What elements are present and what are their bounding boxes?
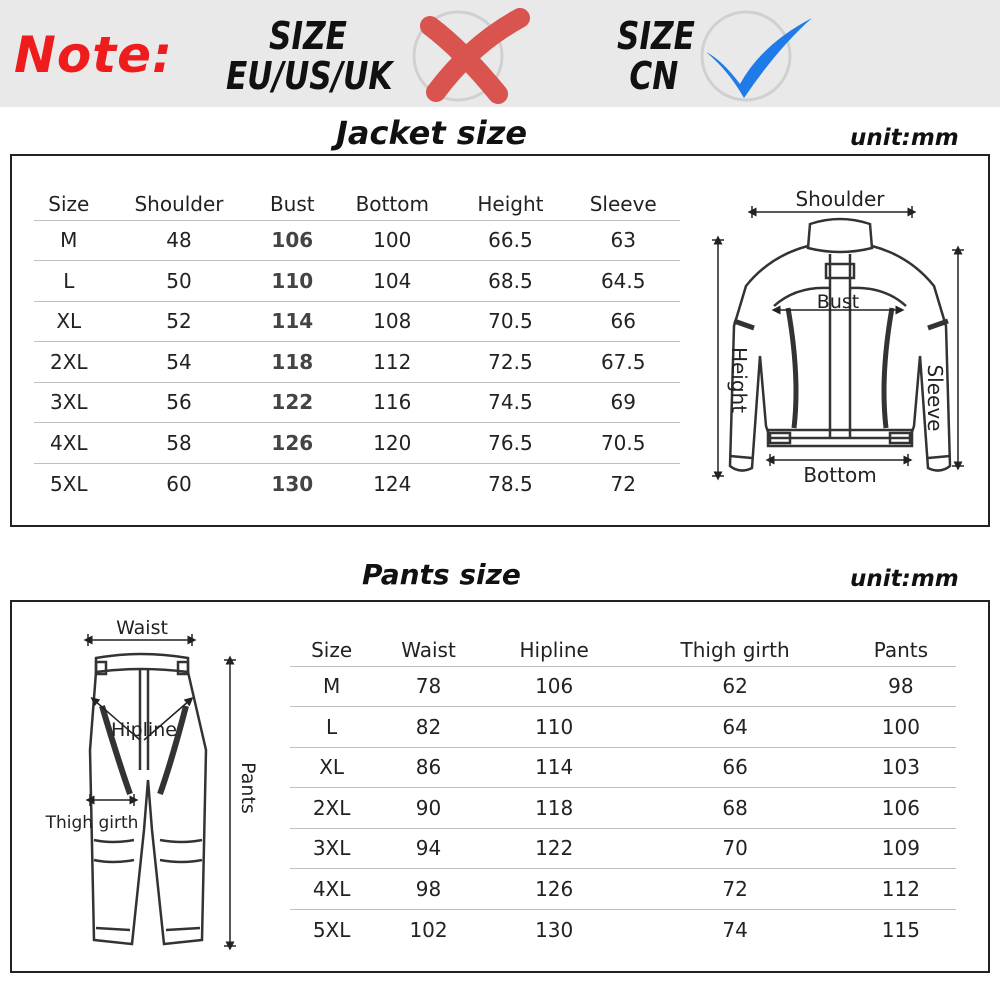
note-label: Note: bbox=[14, 26, 174, 84]
table-row bbox=[290, 909, 956, 950]
sleeve-label: Sleeve bbox=[923, 364, 947, 432]
right-size-line2: CN bbox=[629, 54, 679, 98]
table-cell: 130 bbox=[271, 471, 314, 496]
column-header-hipline: Hipline bbox=[484, 628, 625, 666]
table-cell: 50 bbox=[104, 261, 255, 302]
table-cell: 114 bbox=[254, 301, 330, 342]
table-cell: 74 bbox=[722, 917, 748, 942]
pants-diagram bbox=[40, 610, 280, 960]
table-cell: 90 bbox=[373, 788, 484, 829]
table-cell: XL bbox=[34, 301, 104, 342]
table-cell: 64.5 bbox=[566, 261, 680, 302]
table-cell: 100 bbox=[846, 707, 956, 748]
table-cell: 109 bbox=[846, 828, 956, 869]
table-cell: 78.5 bbox=[488, 471, 533, 496]
table-cell: 60 bbox=[166, 471, 192, 496]
column-header-waist: Waist bbox=[373, 628, 484, 666]
table-cell: 110 bbox=[484, 707, 625, 748]
table-row bbox=[34, 423, 680, 464]
column-header-size: Size bbox=[34, 182, 104, 220]
table-cell: 106 bbox=[254, 220, 330, 261]
table-cell: 122 bbox=[484, 828, 625, 869]
waist-label: Waist bbox=[116, 617, 168, 639]
table-cell: XL bbox=[290, 747, 373, 788]
table-cell: 98 bbox=[846, 666, 956, 707]
pants-length-label: Pants bbox=[237, 762, 259, 814]
table-cell: 70 bbox=[624, 828, 845, 869]
table-cell: 5XL bbox=[312, 917, 351, 942]
table-cell: 103 bbox=[846, 747, 956, 788]
table-cell: 74.5 bbox=[454, 382, 566, 423]
table-cell: L bbox=[290, 707, 373, 748]
table-row bbox=[290, 788, 956, 829]
table-row bbox=[290, 707, 956, 748]
table-cell: 102 bbox=[409, 917, 448, 942]
red-cross-icon bbox=[402, 4, 532, 104]
pants-size-table bbox=[290, 628, 956, 950]
table-cell: 68.5 bbox=[454, 261, 566, 302]
table-row bbox=[290, 828, 956, 869]
column-header-height: Height bbox=[454, 182, 566, 220]
table-row bbox=[34, 342, 680, 383]
table-cell: 114 bbox=[484, 747, 625, 788]
table-cell: 66.5 bbox=[454, 220, 566, 261]
column-header-shoulder: Shoulder bbox=[104, 182, 255, 220]
table-cell: 63 bbox=[566, 220, 680, 261]
table-row bbox=[290, 869, 956, 910]
table-cell: 48 bbox=[104, 220, 255, 261]
table-cell: 100 bbox=[330, 220, 454, 261]
table-cell: 72 bbox=[624, 869, 845, 910]
table-cell: 120 bbox=[330, 423, 454, 464]
pants-outline-icon bbox=[90, 654, 206, 944]
table-cell: 2XL bbox=[290, 788, 373, 829]
table-cell: 62 bbox=[624, 666, 845, 707]
column-header-bottom: Bottom bbox=[330, 182, 454, 220]
table-cell: 118 bbox=[484, 788, 625, 829]
table-cell: 115 bbox=[881, 917, 920, 942]
table-cell: 70.5 bbox=[566, 423, 680, 464]
column-header-bust: Bust bbox=[254, 182, 330, 220]
table-cell: 54 bbox=[104, 342, 255, 383]
table-cell: 72.5 bbox=[454, 342, 566, 383]
table-cell: 70.5 bbox=[454, 301, 566, 342]
table-cell: 5XL bbox=[49, 471, 88, 496]
wrong-size-line2: EU/US/UK bbox=[226, 54, 393, 98]
hipline-label: Hipline bbox=[111, 719, 177, 741]
table-cell: L bbox=[34, 261, 104, 302]
pants-unit-label: unit:mm bbox=[850, 566, 959, 592]
table-cell: 56 bbox=[104, 382, 255, 423]
table-cell: 118 bbox=[254, 342, 330, 383]
note-banner bbox=[0, 0, 1000, 107]
table-row bbox=[290, 747, 956, 788]
jacket-size-table bbox=[34, 182, 680, 504]
table-cell: 82 bbox=[373, 707, 484, 748]
table-cell: 64 bbox=[624, 707, 845, 748]
table-cell: 106 bbox=[484, 666, 625, 707]
blue-check-icon bbox=[692, 4, 822, 104]
right-size-line1: SIZE bbox=[617, 14, 695, 58]
table-cell: 86 bbox=[373, 747, 484, 788]
table-cell: 72 bbox=[610, 471, 636, 496]
table-cell: 67.5 bbox=[566, 342, 680, 383]
jacket-unit-label: unit:mm bbox=[850, 125, 959, 151]
table-row bbox=[34, 301, 680, 342]
table-cell: 3XL bbox=[290, 828, 373, 869]
table-cell: 2XL bbox=[34, 342, 104, 383]
jacket-outline-icon bbox=[730, 219, 950, 471]
height-label: Height bbox=[727, 346, 751, 414]
table-cell: 98 bbox=[373, 869, 484, 910]
table-header-row bbox=[290, 628, 956, 666]
table-cell: 104 bbox=[330, 261, 454, 302]
table-row bbox=[34, 463, 680, 504]
table-row bbox=[290, 666, 956, 707]
thigh-girth-label: Thigh girth bbox=[45, 813, 139, 833]
table-cell: 58 bbox=[104, 423, 255, 464]
table-cell: 3XL bbox=[34, 382, 104, 423]
column-header-pants: Pants bbox=[846, 628, 956, 666]
table-cell: 126 bbox=[484, 869, 625, 910]
table-cell: 126 bbox=[254, 423, 330, 464]
table-cell: 78 bbox=[373, 666, 484, 707]
table-cell: 69 bbox=[566, 382, 680, 423]
table-cell: 4XL bbox=[34, 423, 104, 464]
table-cell: M bbox=[290, 666, 373, 707]
table-cell: 94 bbox=[373, 828, 484, 869]
table-row bbox=[34, 261, 680, 302]
table-cell: 4XL bbox=[290, 869, 373, 910]
column-header-thigh-girth: Thigh girth bbox=[624, 628, 845, 666]
table-cell: 124 bbox=[373, 471, 412, 496]
table-cell: 66 bbox=[624, 747, 845, 788]
bottom-label: Bottom bbox=[803, 463, 877, 487]
bust-label: Bust bbox=[816, 291, 860, 313]
table-cell: 108 bbox=[330, 301, 454, 342]
size-cn bbox=[617, 14, 695, 98]
table-cell: 68 bbox=[624, 788, 845, 829]
table-cell: 130 bbox=[535, 917, 574, 942]
table-cell: 112 bbox=[330, 342, 454, 383]
table-row bbox=[34, 382, 680, 423]
table-header-row bbox=[34, 182, 680, 220]
shoulder-label: Shoulder bbox=[795, 187, 885, 211]
size-eu-us-uk bbox=[226, 14, 393, 98]
table-cell: 110 bbox=[254, 261, 330, 302]
table-cell: M bbox=[34, 220, 104, 261]
table-cell: 76.5 bbox=[454, 423, 566, 464]
jacket-size-title: Jacket size bbox=[336, 114, 528, 152]
column-header-sleeve: Sleeve bbox=[566, 182, 680, 220]
table-cell: 106 bbox=[846, 788, 956, 829]
wrong-size-line1: SIZE bbox=[269, 14, 347, 58]
table-row bbox=[34, 220, 680, 261]
table-cell: 52 bbox=[104, 301, 255, 342]
jacket-diagram bbox=[700, 176, 980, 506]
column-header-size: Size bbox=[290, 628, 373, 666]
table-cell: 122 bbox=[254, 382, 330, 423]
table-cell: 116 bbox=[330, 382, 454, 423]
table-cell: 112 bbox=[846, 869, 956, 910]
table-cell: 66 bbox=[566, 301, 680, 342]
pants-size-title: Pants size bbox=[362, 558, 521, 591]
